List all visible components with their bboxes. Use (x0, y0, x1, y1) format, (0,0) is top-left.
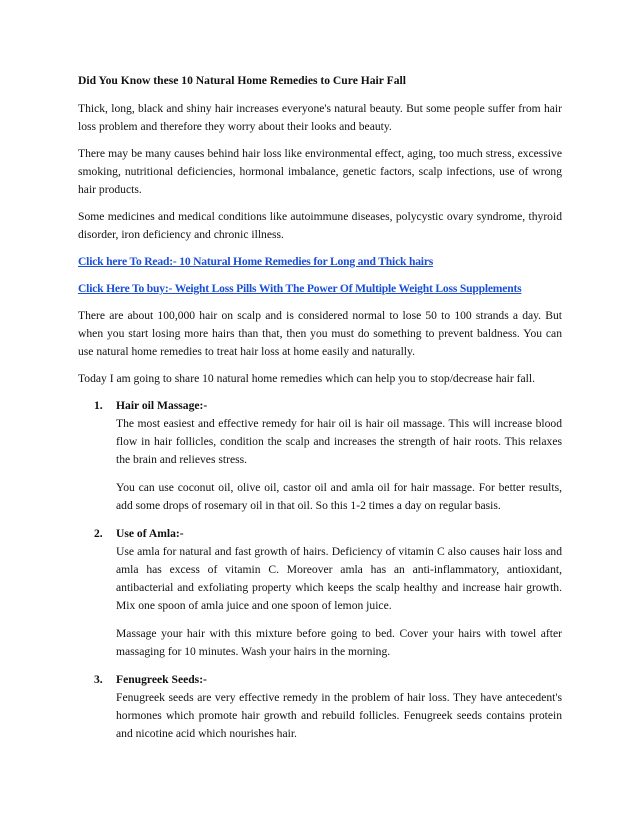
remedy-paragraph: Use amla for natural and fast growth of hairs. Deficiency of vitamin C also causes hair loss and amla has excess of vitamin C. Moreover amla has an anti-inflammatory, antioxidant, antibacterial and exfoliating property which keeps the scalp healthy and increase hair growth. Mix one spoon of amla juice and one spoon of lemon juice. (116, 545, 562, 612)
remedy-item (78, 525, 562, 661)
remedy-paragraph: Fenugreek seeds are very effective remedy in the problem of hair loss. They have antecedent's hormones which promote hair growth and rebuild follicles. Fenugreek seeds contains protein and nicotine acid which nourishes hair. (116, 691, 562, 740)
remedy-number: 2. (94, 527, 103, 540)
body-paragraph-2: Today I am going to share 10 natural home remedies which can help you to stop/decrease hair fall. (78, 372, 535, 385)
remedy-paragraph: You can use coconut oil, olive oil, castor oil and amla oil for hair massage. For better results, add some drops of rosemary oil in that oil. So this 1-2 times a day on regular basis. (116, 481, 562, 512)
remedy-paragraph: The most easiest and effective remedy for hair oil is hair oil massage. This will increase blood flow in hair follicles, condition the scalp and increases the strength of hair roots. This relaxes the brain and relieves stress. (116, 417, 562, 466)
body-paragraph-1: There are about 100,000 hair on scalp and is considered normal to lose 50 to 100 strands a day. But when you start losing more hairs than that, then you must do something to prevent baldness. You can use natural home remedies to treat hair loss at home easily and naturally. (78, 309, 562, 358)
remedy-number: 1. (94, 399, 103, 412)
remedy-item (78, 671, 562, 743)
remedy-heading: Hair oil Massage:- (116, 399, 208, 412)
document-title: Did You Know these 10 Natural Home Remedies to Cure Hair Fall (78, 74, 406, 87)
remedy-number: 3. (94, 673, 103, 686)
buy-pills-link[interactable]: Click Here To buy:- Weight Loss Pills With The Power Of Multiple Weight Loss Supplements (78, 282, 522, 295)
document-page (78, 72, 562, 753)
remedy-heading: Use of Amla:- (116, 527, 184, 540)
remedy-paragraph: Massage your hair with this mixture before going to bed. Cover your hairs with towel after massaging for 10 minutes. Wash your hairs in the morning. (116, 627, 562, 658)
remedies-list (78, 397, 562, 743)
intro-paragraph-1: Thick, long, black and shiny hair increases everyone's natural beauty. But some people suffer from hair loss problem and therefore they worry about their looks and beauty. (78, 102, 562, 133)
remedy-heading: Fenugreek Seeds:- (116, 673, 207, 686)
read-remedies-link[interactable]: Click here To Read:- 10 Natural Home Remedies for Long and Thick hairs (78, 255, 434, 268)
intro-paragraph-3: Some medicines and medical conditions like autoimmune diseases, polycystic ovary syndrome, thyroid disorder, iron deficiency and chronic illness. (78, 210, 562, 241)
remedy-item (78, 397, 562, 515)
intro-paragraph-2: There may be many causes behind hair loss like environmental effect, aging, too much stress, excessive smoking, nutritional deficiencies, hormonal imbalance, genetic factors, scalp infections, use of wrong hair products. (78, 147, 562, 196)
